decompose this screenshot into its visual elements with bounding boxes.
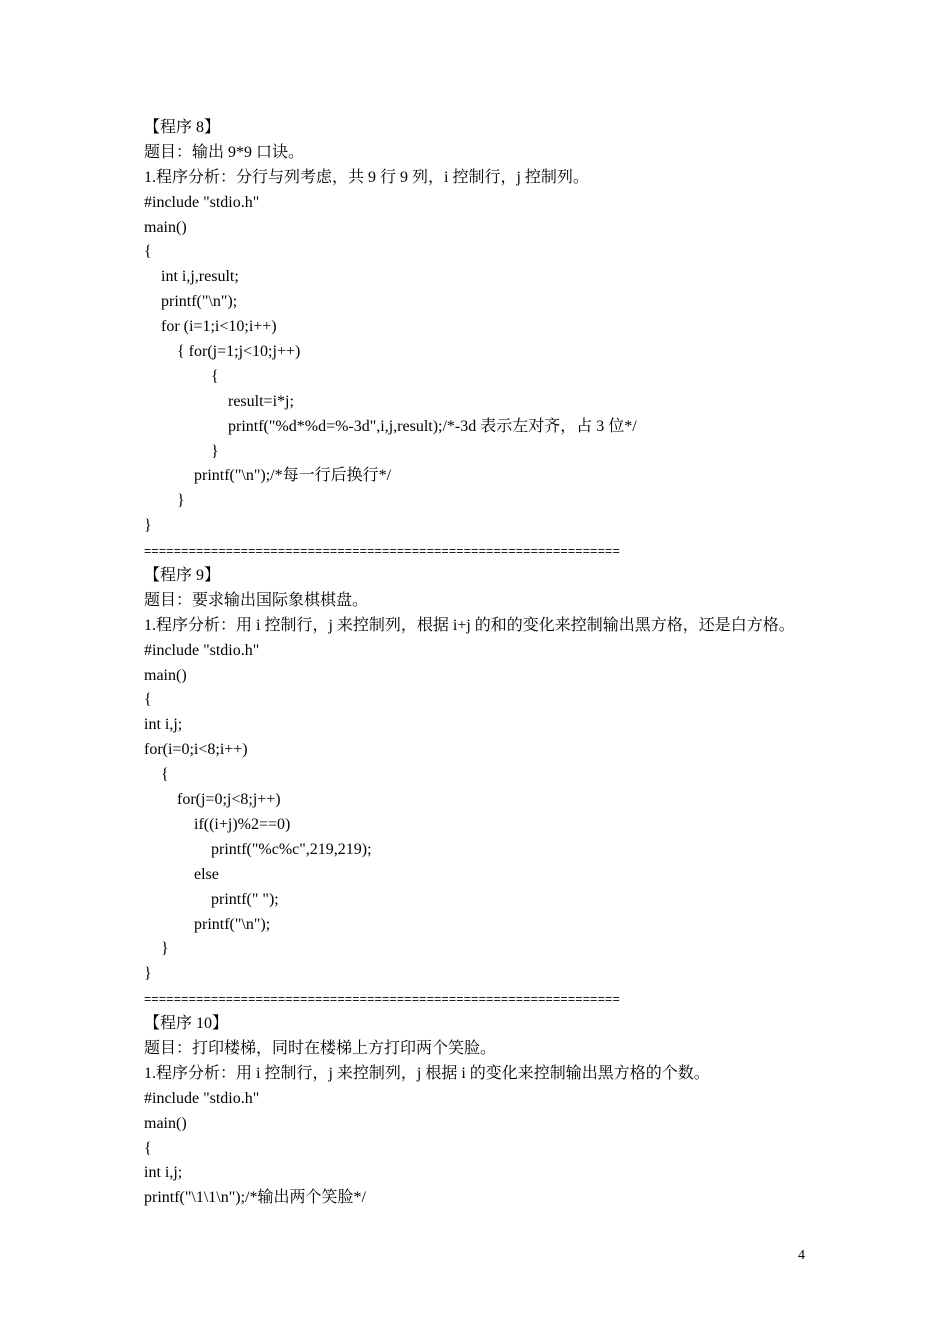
section-heading: 【程序 8】 <box>144 119 221 136</box>
section-analysis: 1.程序分析：用 i 控制行，j 来控制列，j 根据 i 的变化来控制输出黑方格的个数。 <box>144 1064 710 1082</box>
code-line: printf("\1\1\n");/*输出两个笑脸*/ <box>144 1189 366 1207</box>
code-line: if((i+j)%2==0) <box>194 815 291 833</box>
section-title: 题目：要求输出国际象棋棋盘。 <box>144 591 369 609</box>
code-line: int i,j,result; <box>161 268 239 286</box>
section-separator: ================================================================ <box>144 544 620 559</box>
code-line: { <box>144 691 152 709</box>
code-line: result=i*j; <box>228 392 294 410</box>
section-analysis: 1.程序分析：分行与列考虑，共 9 行 9 列，i 控制行，j 控制列。 <box>144 168 589 186</box>
section-title: 题目：输出 9*9 口诀。 <box>144 143 305 161</box>
code-line: printf("\n");/*每一行后换行*/ <box>194 467 392 485</box>
code-line: #include "stdio.h" <box>144 641 260 659</box>
code-line: printf("%d*%d=%-3d",i,j,result);/*-3d 表示左对齐，占 3 位*/ <box>228 417 637 435</box>
code-line: main() <box>144 666 187 684</box>
code-line: else <box>194 865 219 883</box>
code-line: printf("%c%c",219,219); <box>211 840 372 858</box>
code-line: { <box>211 367 219 385</box>
code-line: for (i=1;i<10;i++) <box>161 318 277 336</box>
page-number: 4 <box>798 1248 805 1263</box>
code-line: } <box>211 442 219 460</box>
code-line: for(j=0;j<8;j++) <box>177 791 281 809</box>
code-line: } <box>144 517 152 535</box>
code-line: printf("\n"); <box>161 293 238 311</box>
code-line: { for(j=1;j<10;j++) <box>177 343 301 361</box>
section-analysis: 1.程序分析：用 i 控制行，j 来控制列，根据 i+j 的和的变化来控制输出黑方格，还是白方格。 <box>144 616 795 634</box>
code-line: int i,j; <box>144 716 183 734</box>
code-line: { <box>144 243 152 261</box>
code-line: } <box>161 940 169 958</box>
code-line: #include "stdio.h" <box>144 193 260 211</box>
code-line: { <box>144 1139 152 1157</box>
code-line: for(i=0;i<8;i++) <box>144 741 248 759</box>
code-line: } <box>177 492 185 510</box>
section-separator: ================================================================ <box>144 992 620 1007</box>
code-line: main() <box>144 1114 187 1132</box>
section-heading: 【程序 9】 <box>144 567 221 585</box>
section-title: 题目：打印楼梯，同时在楼梯上方打印两个笑脸。 <box>144 1039 497 1057</box>
code-line: printf("\n"); <box>194 915 271 933</box>
code-line: #include "stdio.h" <box>144 1089 260 1107</box>
code-line: int i,j; <box>144 1164 183 1182</box>
code-line: printf(" "); <box>211 890 279 908</box>
code-line: main() <box>144 218 187 236</box>
section-heading: 【程序 10】 <box>144 1015 229 1033</box>
code-line: { <box>161 766 169 784</box>
document-body <box>144 116 824 1211</box>
code-line: } <box>144 965 152 983</box>
